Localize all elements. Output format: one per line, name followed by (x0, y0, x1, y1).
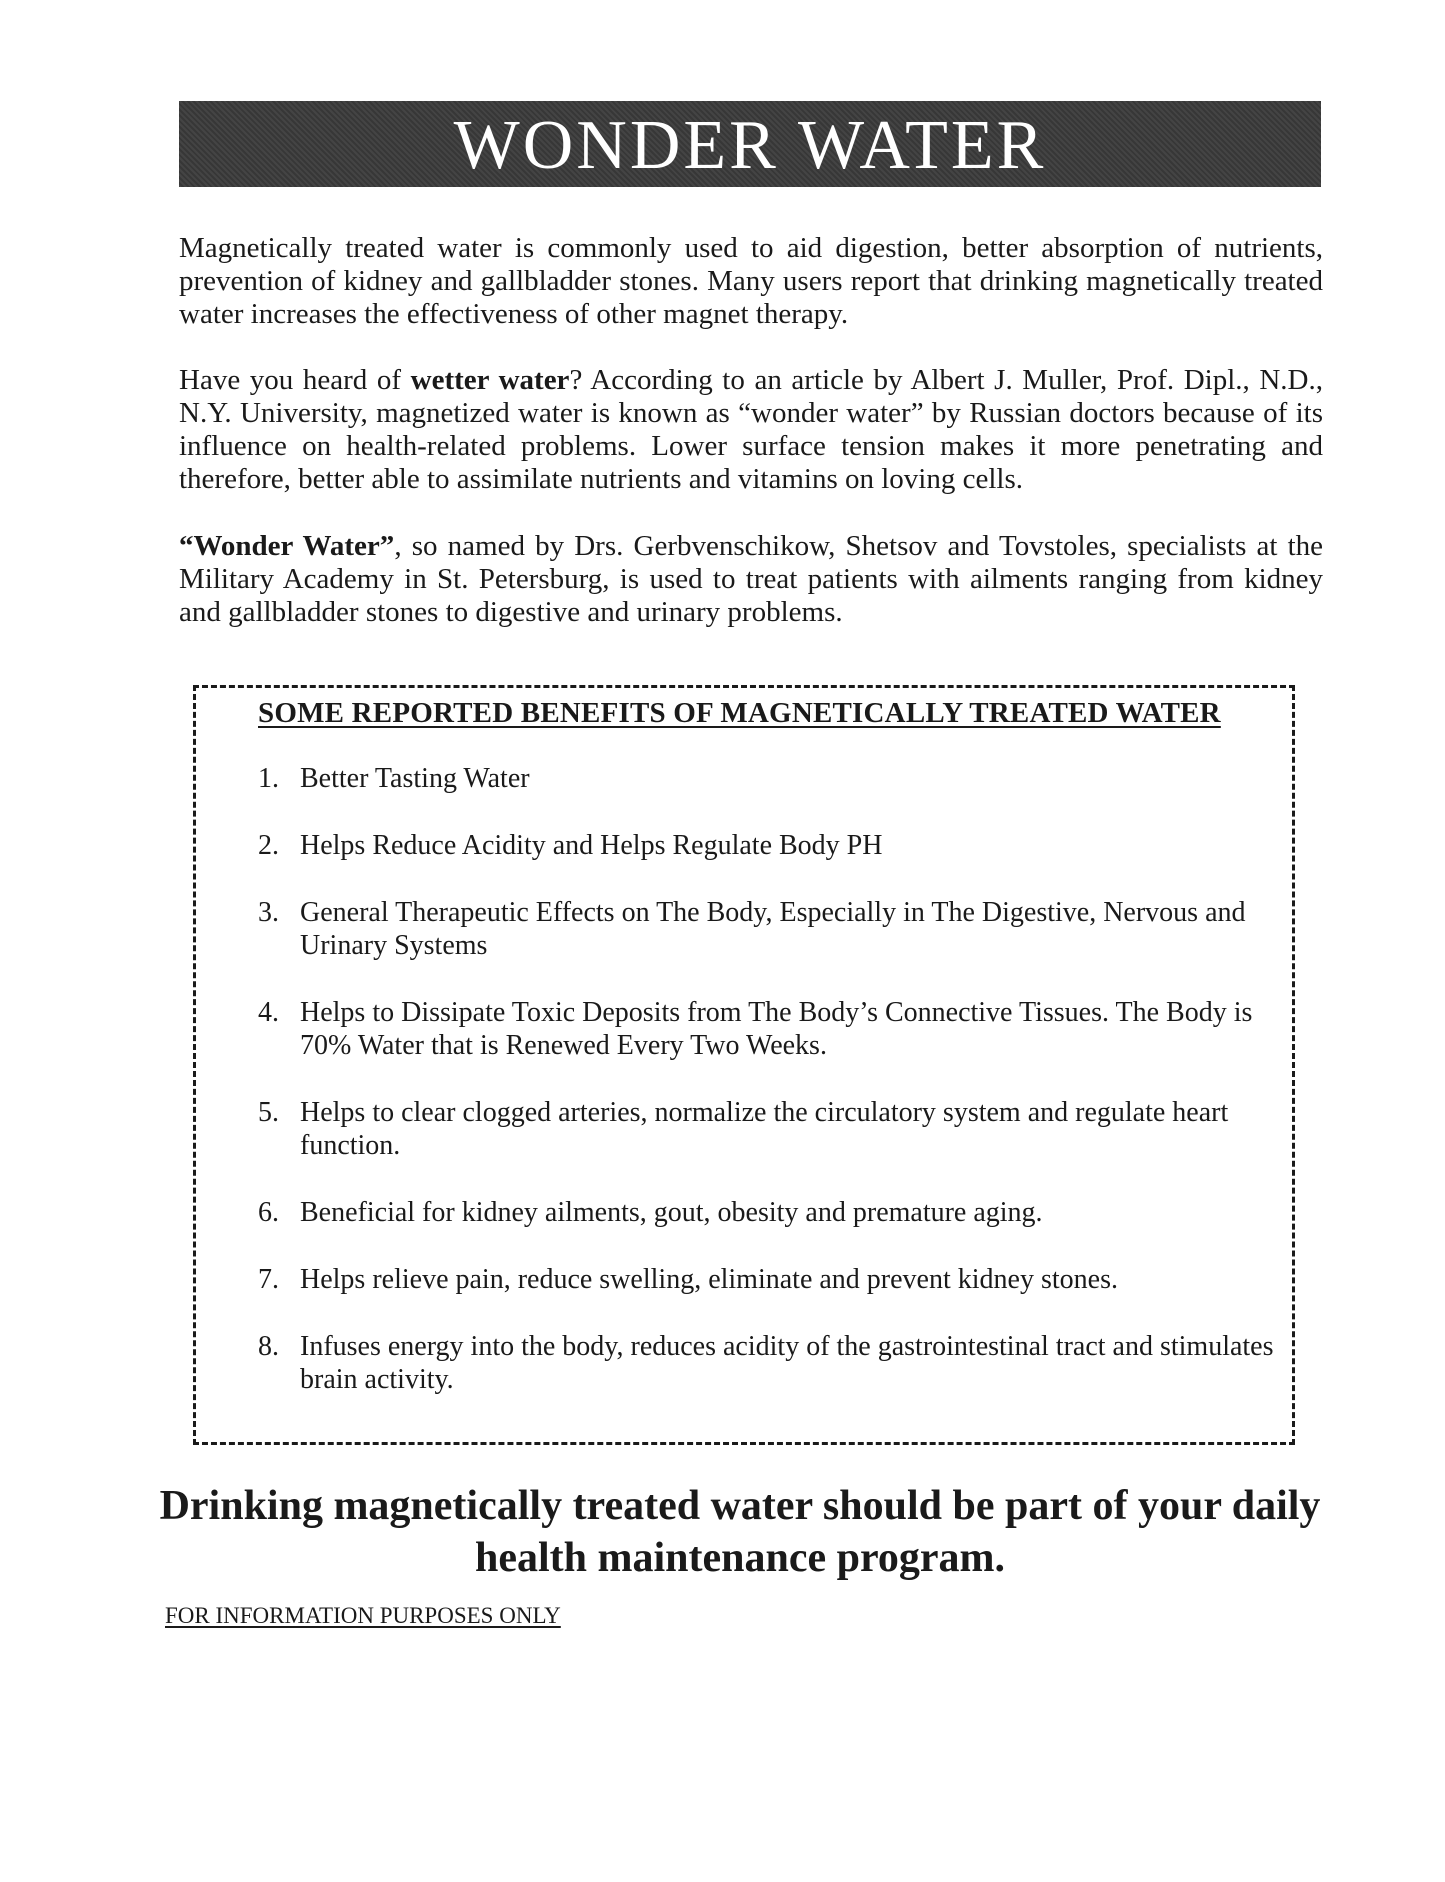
p2-bold-term: wetter water (410, 364, 570, 396)
p3-bold-term: “Wonder Water” (179, 530, 395, 562)
intro-paragraph-2 (179, 364, 1323, 496)
closing-statement: Drinking magnetically treated water should be part of your daily health maintenance program. (159, 1483, 1321, 1581)
list-item (258, 1330, 1278, 1396)
list-item-number: 5. (258, 1097, 279, 1128)
benefit-list (258, 762, 1278, 1430)
intro-paragraph-3 (179, 530, 1323, 629)
p3-text-after: , so named by Drs. Gerbvenschikow, Shetsov and Tovstoles, specialists at the Military Academy in St. Petersburg, is used to treat patients with ailments ranging from kidney and gallbladder stones to digestive and urinary problems. (179, 530, 1324, 628)
list-item (258, 762, 1278, 795)
list-item-text: General Therapeutic Effects on The Body, Especially in The Digestive, Nervous and Urinary Systems (300, 897, 1246, 961)
list-item (258, 1096, 1278, 1162)
list-item-number: 8. (258, 1331, 279, 1362)
list-item-number: 4. (258, 997, 279, 1028)
intro-paragraph-1: Magnetically treated water is commonly used to aid digestion, better absorption of nutrients, prevention of kidney and gallbladder stones. Many users report that drinking magnetically treated water increases the effectiveness of other magnet therapy. (179, 232, 1323, 330)
list-item-text: Helps to Dissipate Toxic Deposits from The Body’s Connective Tissues. The Body is 70% Water that is Renewed Every Two Weeks. (300, 997, 1253, 1061)
list-item-number: 7. (258, 1264, 279, 1295)
list-item-text: Beneficial for kidney ailments, gout, obesity and premature aging. (300, 1197, 1043, 1228)
p2-text-after: ? According to an article by Albert J. Muller, Prof. Dipl., N.D., N.Y. University, magnetized water is known as “wonder water” by Russian doctors because of its influence on health-related problems. Lower surface tension makes it more penetrating and therefore, better able to assimilate nutrients and vitamins on loving cells. (179, 364, 1323, 495)
list-item-text: Helps to clear clogged arteries, normalize the circulatory system and regulate heart function. (300, 1097, 1229, 1161)
list-item-number: 2. (258, 830, 279, 861)
list-item-text: Better Tasting Water (300, 763, 530, 794)
list-item-text: Helps relieve pain, reduce swelling, eliminate and prevent kidney stones. (300, 1264, 1118, 1295)
list-item (258, 1263, 1278, 1296)
list-item-text: Helps Reduce Acidity and Helps Regulate Body PH (300, 830, 883, 861)
list-item-number: 6. (258, 1197, 279, 1228)
list-item (258, 996, 1278, 1062)
p2-text-before: Have you heard of (179, 364, 411, 396)
list-item-number: 1. (258, 763, 279, 794)
list-item-text: Infuses energy into the body, reduces acidity of the gastrointestinal tract and stimulates brain activity. (300, 1331, 1274, 1395)
page-title: WONDER WATER (453, 107, 1047, 184)
disclaimer: FOR INFORMATION PURPOSES ONLY (165, 1603, 561, 1628)
list-item (258, 1196, 1278, 1229)
benefits-title: SOME REPORTED BENEFITS OF MAGNETICALLY TREATED WATER (258, 697, 1221, 729)
list-item (258, 896, 1278, 962)
list-item (258, 829, 1278, 862)
list-item-number: 3. (258, 897, 279, 928)
title-banner (179, 101, 1321, 187)
